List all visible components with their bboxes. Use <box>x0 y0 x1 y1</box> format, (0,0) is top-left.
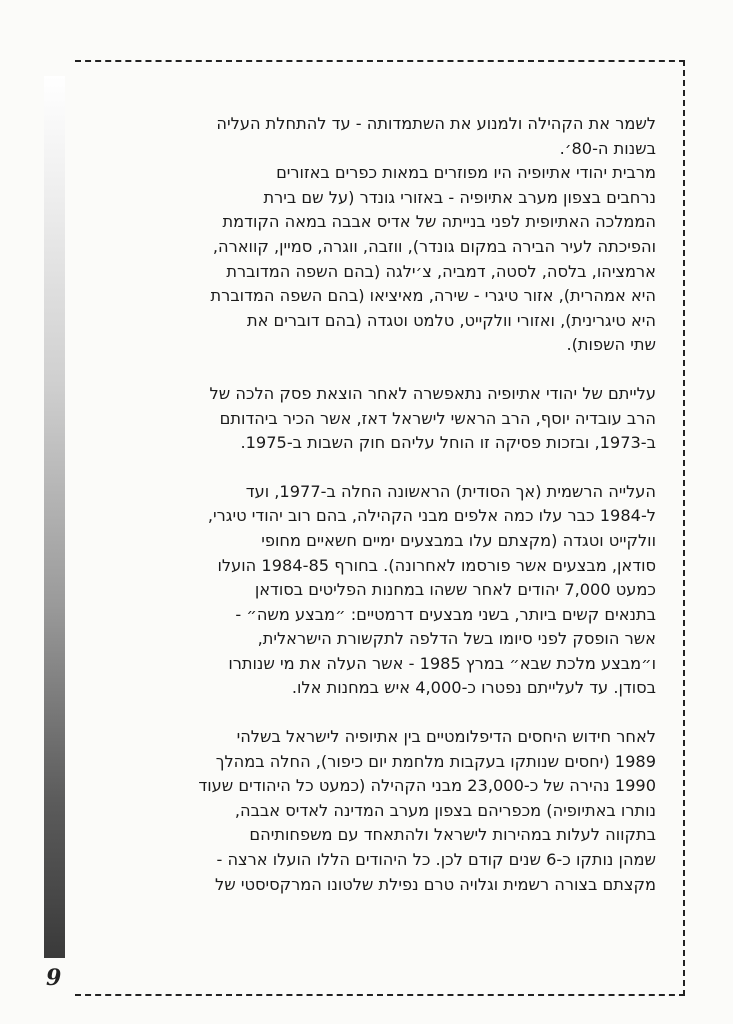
text-line: לאחר חידוש היחסים הדיפלומטיים בין אתיופיה לישראל בשלהי <box>236 727 656 747</box>
text-line: היא טיגרינית), ואזורי וולקייט, טלמט וטגדה (בהם דוברים את <box>246 310 656 330</box>
text-line: מקצתם בצורה רשמית וגלויה טרם נפילת שלטונו המרקסיסטי של <box>215 874 656 894</box>
text-line: העלייה הרשמית (אך הסודית) הראשונה החלה ב-1977, ועד <box>245 481 656 501</box>
text-line: הממלכה האתיופית לפני בנייתה של אדיס אבבה במאה הקודמת <box>222 212 656 232</box>
paragraph-1 <box>128 112 656 358</box>
paragraph-2 <box>128 382 656 456</box>
text-line: ו״מבצע מלכת שבא״ במרץ 1985 - אשר העלה את מי שנותרו <box>228 653 656 673</box>
paragraph-gap <box>128 701 656 725</box>
text-line: בשנות ה-80׳. <box>559 138 656 158</box>
body-text <box>128 112 656 897</box>
text-line: לשמר את הקהילה ולמנוע את השתמדותה - עד להתחלת העליה <box>216 114 656 133</box>
text-line: והפיכתה לעיר הבירה במקום גונדר), ווזבה, ווגרה, סמיין, קווארה, <box>212 236 656 256</box>
text-line: הרב עובדיה יוסף, הרב הראשי לישראל דאז, אשר הכיר ביהדותם <box>219 408 656 428</box>
text-line: כמעט 7,000 יהודים לאחר ששהו במחנות הפליטים בסודאן <box>254 580 656 600</box>
paragraph-gap <box>128 456 656 480</box>
text-line: נותרו באתיופיה) מכפריהם בצפון מערב המדינה לאדיס אבבה, <box>234 800 656 820</box>
text-line: עלייתם של יהודי אתיופיה נתאפשרה לאחר הוצאת פסק הלכה של <box>209 383 656 403</box>
text-line: ל-1984 כבר עלו כמה אלפים מבני הקהילה, בהם רוב יהודי טיגרי, <box>207 506 656 526</box>
text-line: וולקייט וטגדה (מקצתם עלו במבצעים ימיים חשאיים מחופי <box>261 530 656 550</box>
paragraph-4 <box>128 725 656 897</box>
text-line: בתנאים קשים ביותר, בשני מבצעים דרמטיים: ״מבצע משה״ - <box>235 604 656 624</box>
text-line: בתקווה לעלות במהירות לישראל ולהתאחד עם משפחותיהם <box>249 825 656 845</box>
text-line: שתי השפות). <box>566 335 656 355</box>
text-line: 1990 נהירה של כ-23,000 מבני הקהילה (כמעט כל היהודים שעוד <box>198 776 656 796</box>
text-line: שמהן נותקו כ-6 שנים קודם לכן. כל היהודים הללו הועלו ארצה - <box>216 850 656 870</box>
text-line: ארמציהו, בלסה, לסטה, דמביה, צ׳ילגה (בהם השפה המדוברת <box>226 261 656 281</box>
side-gradient-bar <box>44 76 65 958</box>
text-line: 1989 (יחסים שנותקו בעקבות מלחמת יום כיפור), החלה במהלך <box>215 751 656 771</box>
text-line: אשר הופסק לפני סיומו בשל הדלפה לתקשורת הישראלית, <box>257 629 656 649</box>
paragraph-gap <box>128 358 656 382</box>
page-number: 9 <box>46 965 62 991</box>
text-line: היא אמהרית), אזור טיגרי - שירה, מאיציאו (בהם השפה המדוברת <box>210 286 656 306</box>
text-line: ב-1973, ובזכות פסיקה זו הוחל עליהם חוק השבות ב-1975. <box>240 433 656 453</box>
text-line: סודאן, מבצעים אשר פורסמו לאחרונה). בחורף 1984-85 הועלו <box>217 555 656 575</box>
text-line: מרבית יהודי אתיופיה היו מפוזרים במאות כפרים באזורים <box>276 163 656 183</box>
text-line: נרחבים בצפון מערב אתיופיה - באזורי גונדר (על שם בירת <box>263 187 656 207</box>
text-line: בסודן. עד לעלייתם נפטרו כ-4,000 איש במחנות אלו. <box>291 678 656 698</box>
paragraph-3 <box>128 480 656 701</box>
